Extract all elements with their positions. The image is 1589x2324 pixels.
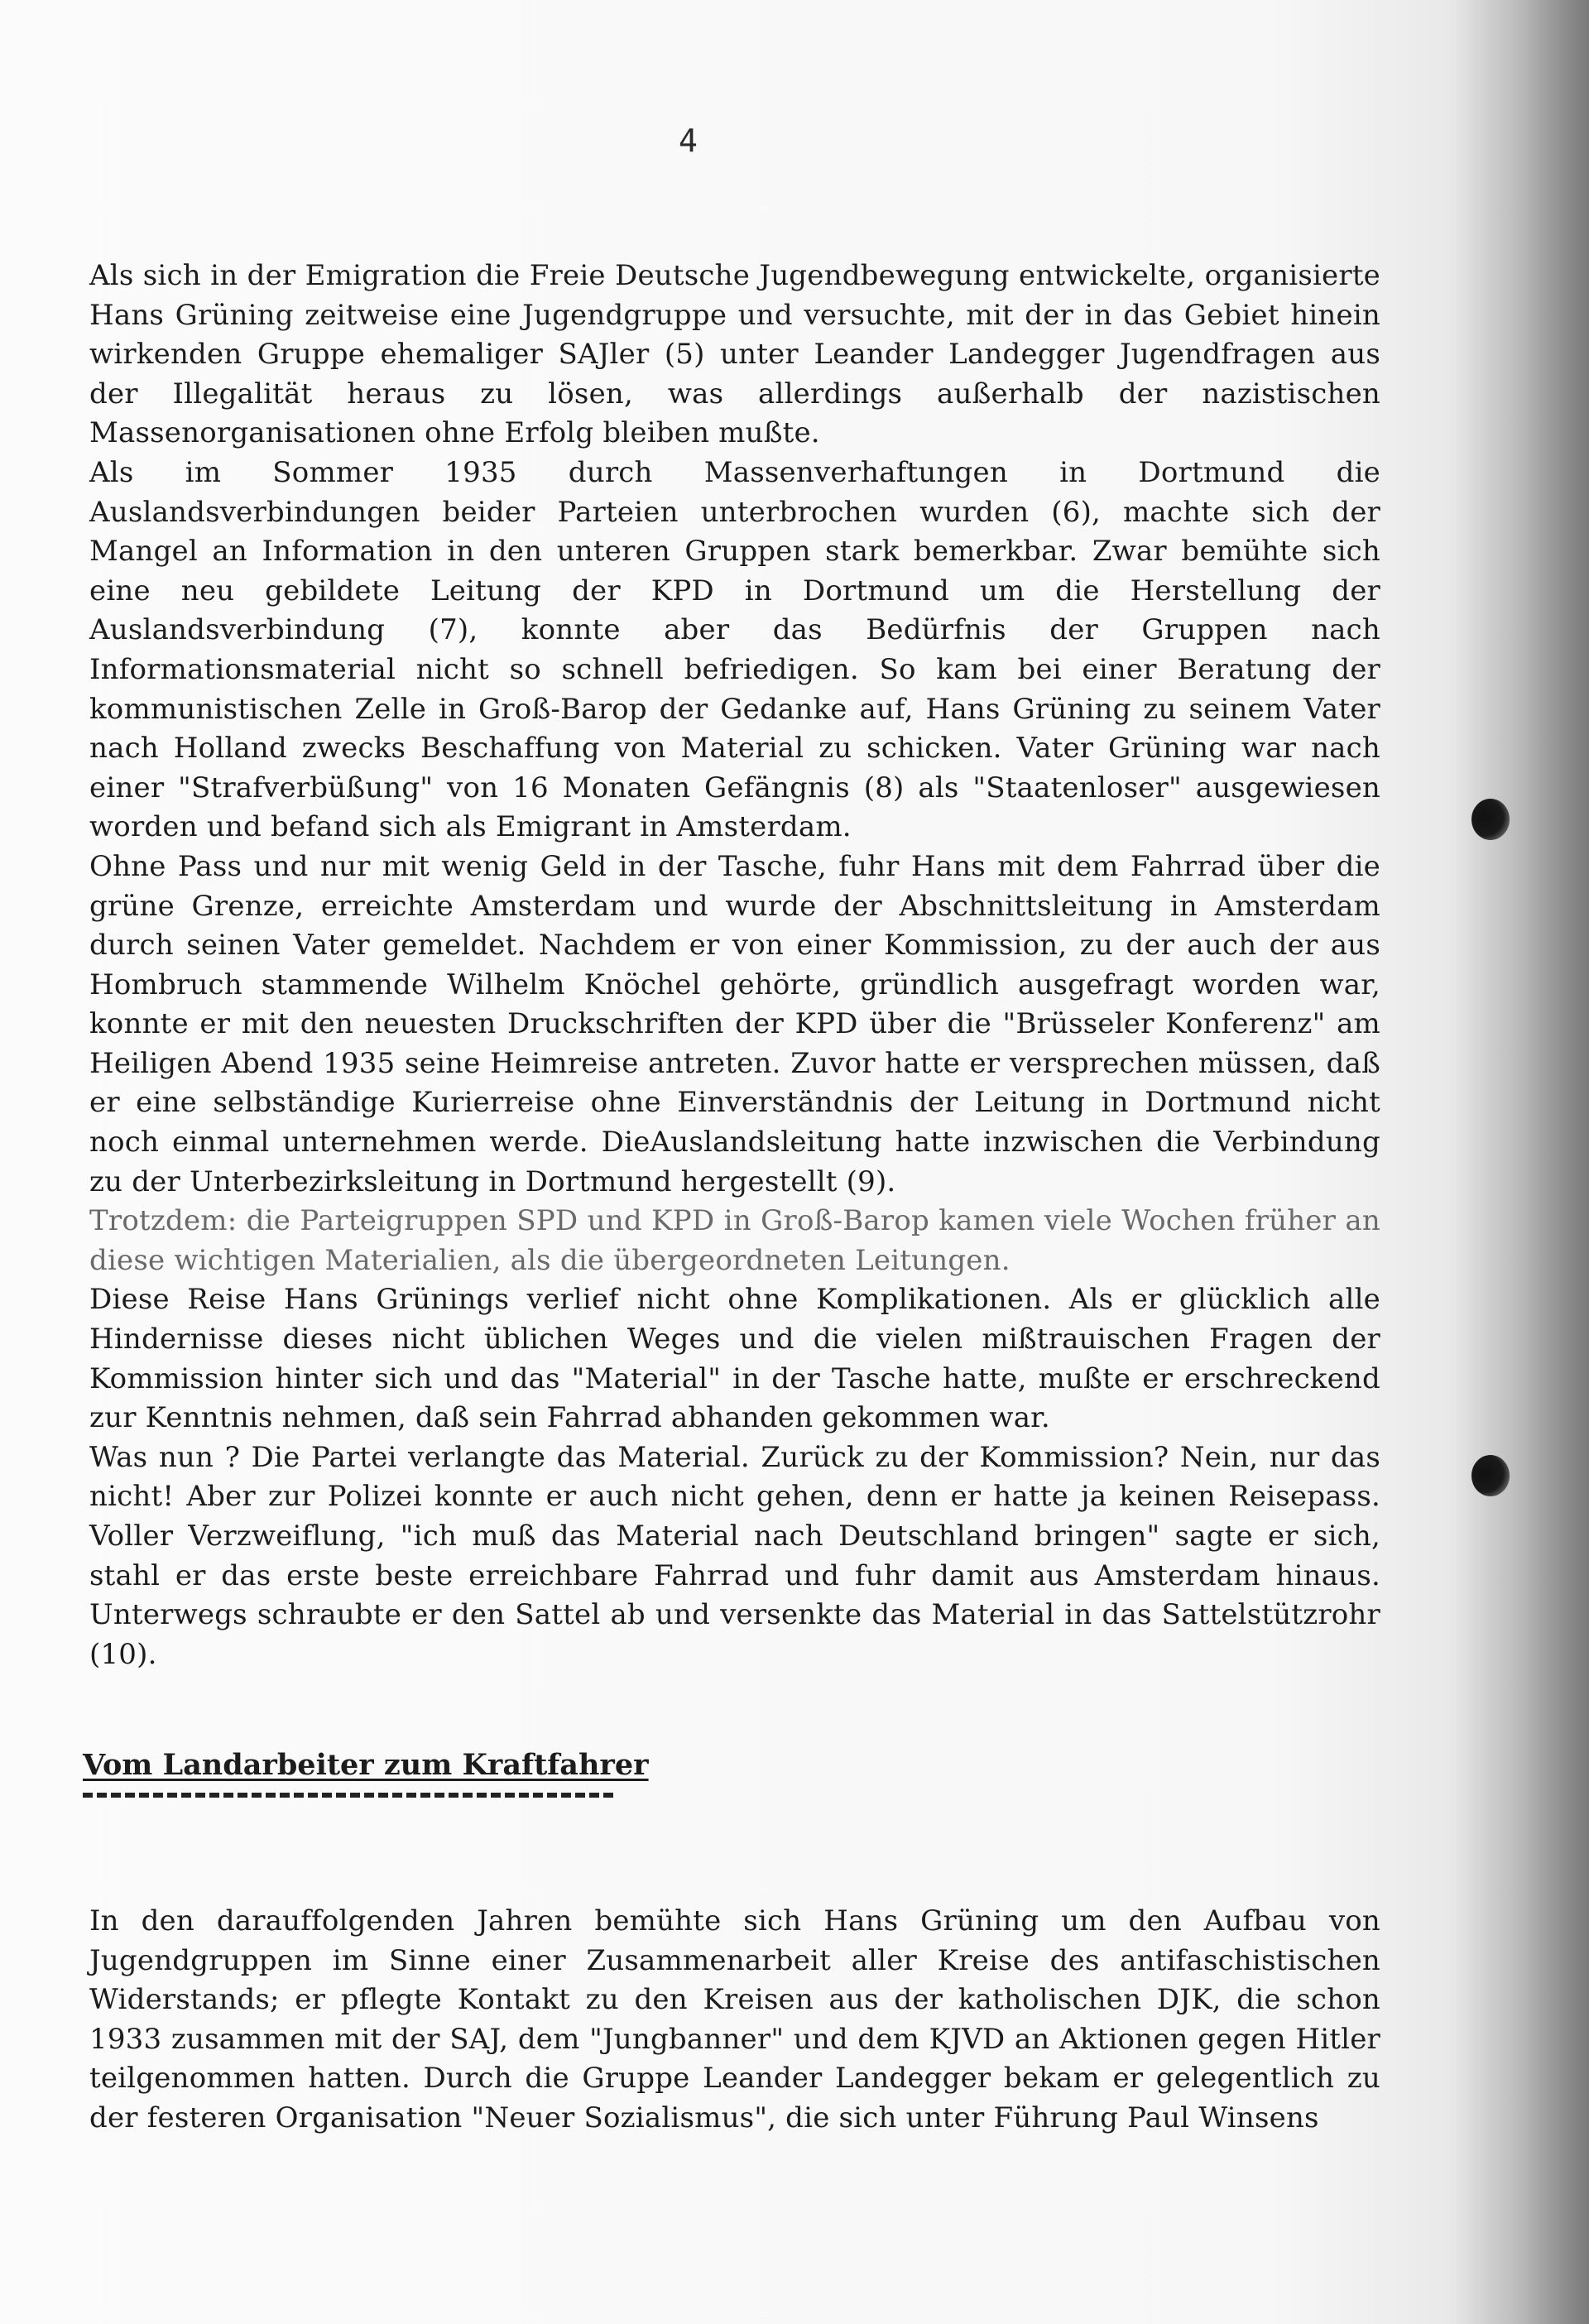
paragraph-nevertheless: Trotzdem: die Parteigruppen SPD und KPD in Groß-Barop kamen viele Wochen früher an diese wichtigen Materialien, als die übergeordneten Leitungen. bbox=[89, 1204, 1380, 1277]
section-text-block bbox=[89, 1902, 1380, 2139]
page-number: 4 bbox=[679, 122, 698, 159]
paragraph-journey: Ohne Pass und nur mit wenig Geld in der Tasche, fuhr Hans mit dem Fahrrad über die grüne Grenze, erreichte Amsterdam und wurde der Abschnittsleitung in Amsterdam durch seinen Vater gemeldet. Nachdem er von einer Kommission, zu der auch der aus Hombruch stammende Wilhelm Knöchel gehörte, gründlich ausgefragt worden war, konnte er mit den neuesten Druckschriften der KPD über die "Brüsseler Konferenz" am Heiligen Abend 1935 seine Heimreise antreten. Zuvor hatte er versprechen müssen, daß er eine selbständige Kurierreise ohne Einverständnis der Leitung in Dortmund nicht noch einmal unternehmen werde. DieAuslandsleitung hatte inzwischen die Verbindung zu der Unterbezirksleitung in Dortmund hergestellt (9). bbox=[89, 849, 1380, 1198]
section-heading: Vom Landarbeiter zum Kraftfahrer bbox=[83, 1748, 649, 1782]
punch-hole-icon bbox=[1471, 799, 1510, 840]
scan-edge-shadow bbox=[1457, 0, 1589, 2324]
paragraph-following-years: In den darauffolgenden Jahren bemühte sich Hans Grüning um den Aufbau von Jugendgruppen im Sinne einer Zusammenarbeit aller Kreise des antifaschistischen Widerstands; er pflegte Kontakt zu den Kreisen aus der katholischen DJK, die schon 1933 zusammen mit der SAJ, dem "Jungbanner" und dem KJVD an Aktionen gegen Hitler teilgenommen hatten. Durch die Gruppe Leander Landegger bekam er gelegentlich zu der festeren Organisation "Neuer Sozialismus", die sich unter Führung Paul Winsens bbox=[89, 1904, 1380, 2134]
heading-dashed-underline bbox=[83, 1793, 614, 1798]
paragraph-mass-arrests: Als im Sommer 1935 durch Massenverhaftungen in Dortmund die Auslandsverbindungen beider Parteien unterbrochen wurden (6), machte sich der Mangel an Information in den unteren Gruppen stark bemerkbar. Zwar bemühte sich eine neu gebildete Leitung der KPD in Dortmund um die Herstellung der Auslandsverbindung (7), konnte aber das Bedürfnis der Gruppen nach Informationsmaterial nicht so schnell befriedigen. So kam bei einer Beratung der kommunistischen Zelle in Groß-Barop der Gedanke auf, Hans Grüning zu seinem Vater nach Holland zwecks Beschaffung von Material zu schicken. Vater Grüning war nach einer "Strafverbüßung" von 16 Monaten Gefängnis (8) als "Staatenloser" ausgewiesen worden und befand sich als Emigrant in Amsterdam. bbox=[89, 455, 1380, 844]
paragraph-complications: Diese Reise Hans Grünings verlief nicht ohne Komplikationen. Als er glücklich alle Hindernisse dieses nicht üblichen Weges und die vielen mißtrauischen Fragen der Kommission hinter sich und das "Material" in der Tasche hatte, mußte er erschreckend zur Kenntnis nehmen, daß sein Fahrrad abhanden gekommen war. bbox=[89, 1283, 1380, 1435]
main-text-block bbox=[89, 257, 1380, 1674]
paragraph-emigration: Als sich in der Emigration die Freie Deutsche Jugendbewegung entwickelte, organisierte Hans Grüning zeitweise eine Jugendgruppe und versuchte, mit der in das Gebiet hinein wirkenden Gruppe ehemaliger SAJler (5) unter Leander Landegger Jugendfragen aus der Illegalität heraus zu lösen, was allerdings außerhalb der nazistischen Massenorganisationen ohne Erfolg bleiben mußte. bbox=[89, 259, 1380, 450]
paragraph-what-now: Was nun ? Die Partei verlangte das Material. Zurück zu der Kommission? Nein, nur das nicht! Aber zur Polizei konnte er auch nicht gehen, denn er hatte ja keinen Reisepass. Voller Verzweiflung, "ich muß das Material nach Deutschland bringen" sagte er sich, stahl er das erste beste erreichbare Fahrrad und fuhr damit aus Amsterdam hinaus. Unterwegs schraubte er den Sattel ab und versenkte das Material in das Sattelstützrohr (10). bbox=[89, 1440, 1380, 1671]
punch-hole-icon bbox=[1471, 1455, 1510, 1496]
